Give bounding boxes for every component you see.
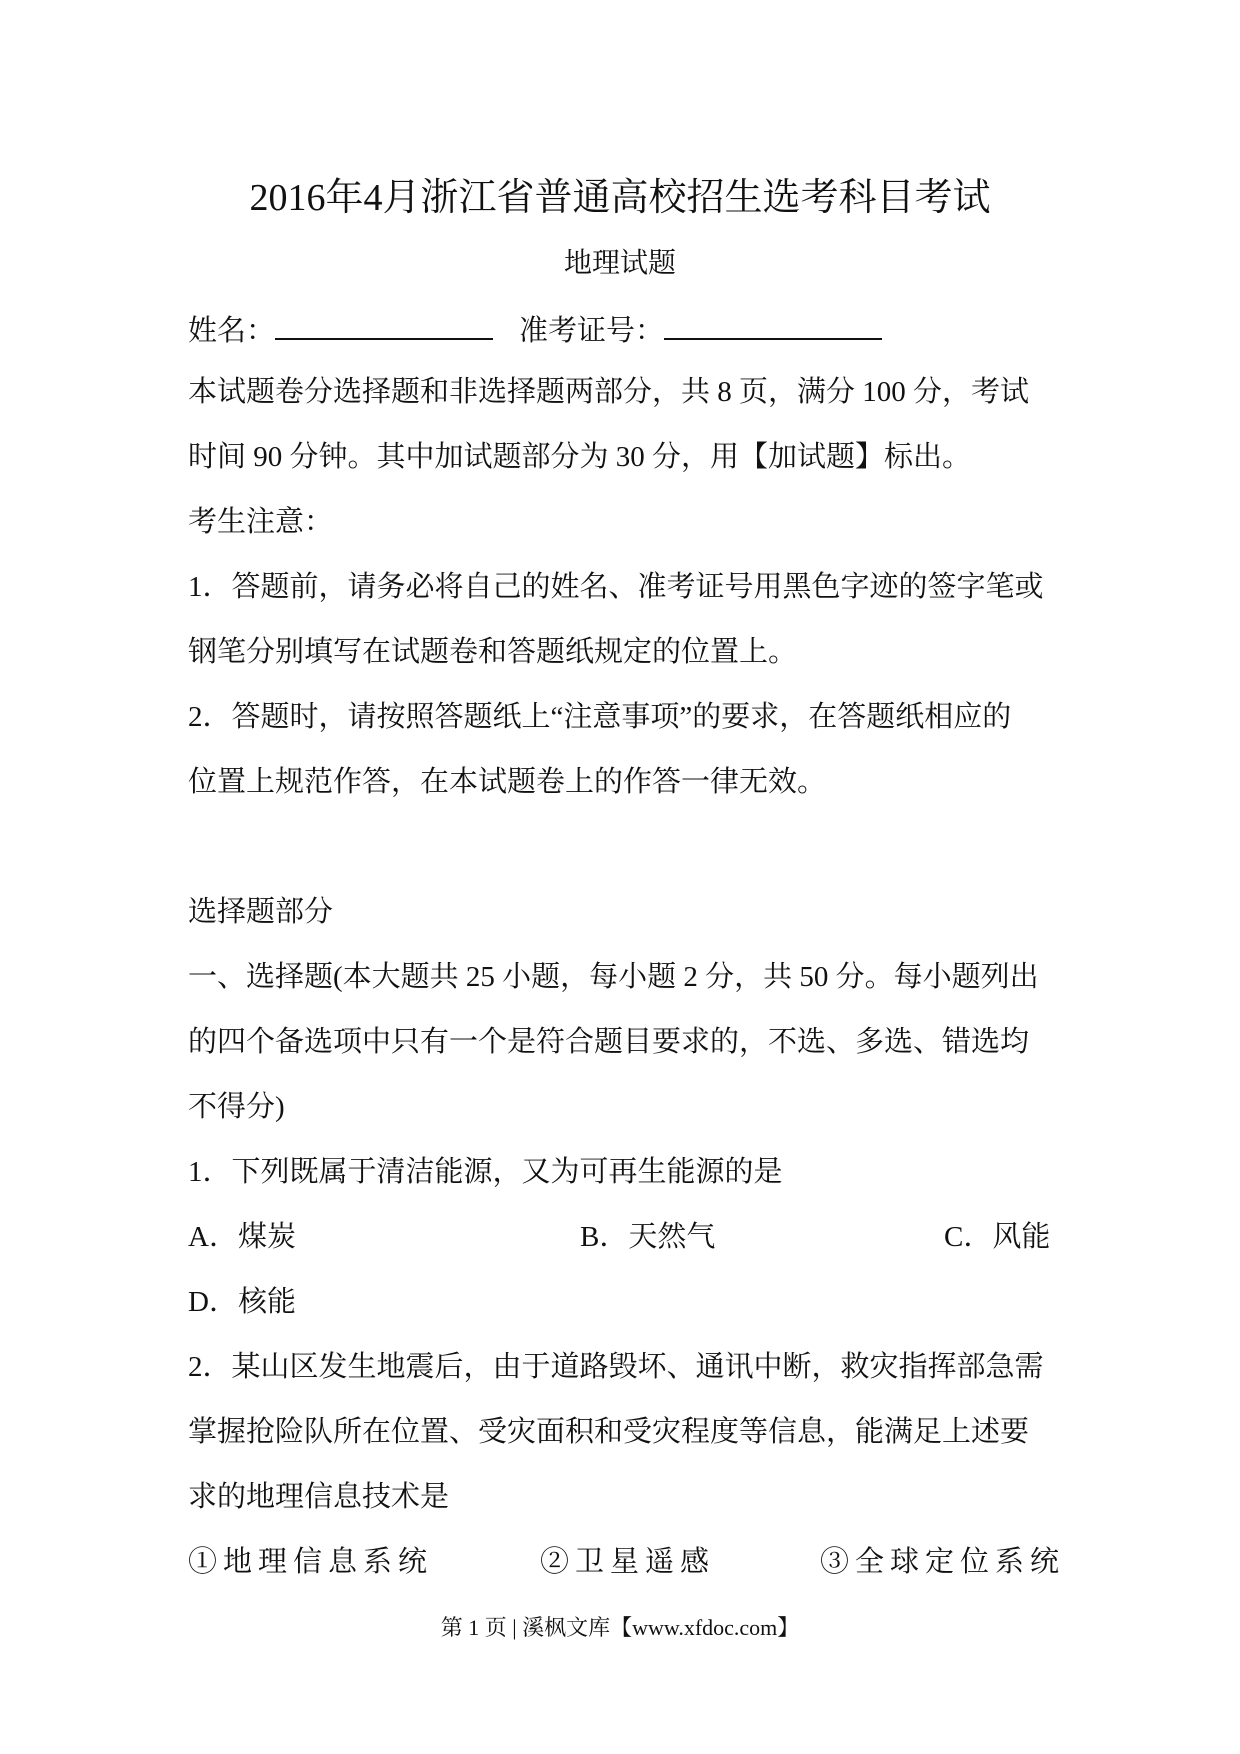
intro-line-1: 本试题卷分选择题和非选择题两部分，共 8 页，满分 100 分，考试 — [188, 376, 1030, 408]
item-2-remote-sensing: ②卫星遥感 — [540, 1546, 716, 1578]
id-blank-line — [664, 310, 882, 340]
question-1-options-row — [188, 1217, 1052, 1257]
section-heading: 选择题部分 — [188, 896, 334, 928]
option-d: D．核能 — [188, 1286, 296, 1318]
question-2-stem-line-3: 求的地理信息技术是 — [188, 1481, 450, 1513]
question-2-items-row — [188, 1542, 1066, 1582]
exam-subtitle: 地理试题 — [563, 248, 676, 279]
page-footer: 第 1 页 | 溪枫文库【www.xfdoc.com】 — [440, 1615, 800, 1640]
section-instructions-line-2: 的四个备选项中只有一个是符合题目要求的，不选、多选、错选均 — [188, 1026, 1030, 1058]
intro-line-2: 时间 90 分钟。其中加试题部分为 30 分，用【加试题】标出。 — [188, 441, 972, 473]
notice-item-2-line-1: 2．答题时，请按照答题纸上“注意事项”的要求，在答题纸相应的 — [188, 701, 1012, 733]
notice-item-1-line-2: 钢笔分别填写在试题卷和答题纸规定的位置上。 — [188, 636, 798, 668]
id-label: 准考证号： — [519, 315, 665, 347]
item-1-gis: ①地理信息系统 — [188, 1546, 434, 1578]
question-2-stem-line-1: 2．某山区发生地震后，由于道路毁坏、通讯中断，救灾指挥部急需 — [188, 1351, 1044, 1383]
notice-heading: 考生注意： — [188, 506, 334, 538]
candidate-info-row — [188, 310, 1058, 351]
item-3-gps: ③全球定位系统 — [820, 1546, 1066, 1578]
question-1-stem: 1．下列既属于清洁能源，又为可再生能源的是 — [188, 1156, 783, 1188]
section-instructions-line-3: 不得分) — [188, 1091, 285, 1123]
name-label: 姓名： — [188, 315, 276, 347]
option-c: C．风能 — [944, 1221, 1051, 1253]
name-blank-line — [275, 310, 493, 340]
option-a: A．煤炭 — [188, 1221, 296, 1253]
option-b: B．天然气 — [580, 1221, 716, 1253]
notice-item-1-line-1: 1．答题前，请务必将自己的姓名、准考证号用黑色字迹的签字笔或 — [188, 571, 1044, 603]
section-instructions-line-1: 一、选择题(本大题共 25 小题，每小题 2 分，共 50 分。每小题列出 — [188, 961, 1039, 993]
notice-item-2-line-2: 位置上规范作答，在本试题卷上的作答一律无效。 — [188, 766, 827, 798]
exam-title: 2016年4月浙江省普通高校招生选考科目考试 — [249, 177, 991, 219]
question-2-stem-line-2: 掌握抢险队所在位置、受灾面积和受灾程度等信息，能满足上述要 — [188, 1416, 1030, 1448]
